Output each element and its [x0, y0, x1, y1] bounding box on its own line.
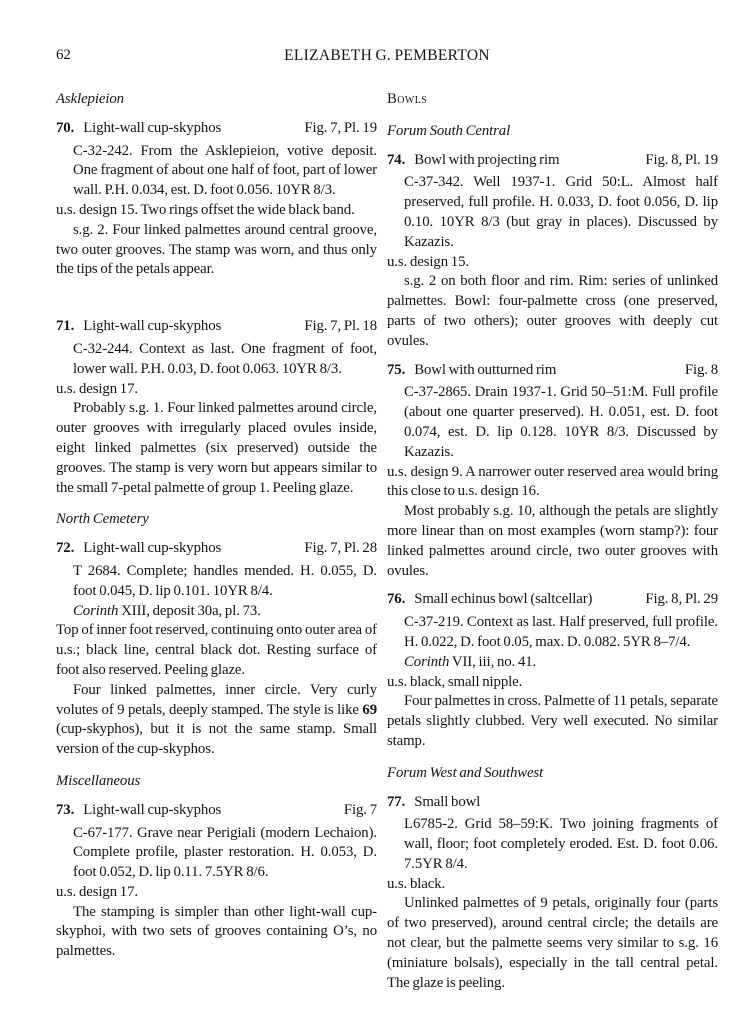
two-column-body	[56, 90, 718, 993]
section-heading-miscellaneous: Miscellaneous	[56, 772, 141, 789]
entry-71-stamp-note: Probably s.g. 1. Four linked palmettes around circle, outer grooves with irregularly placed ovules inside, eight linked palmettes (six preserved) outside the grooves. The stamp is very worn but appears similar to the small 7-petal palmette of group 1. Peeling glaze.	[56, 400, 377, 496]
entry-72-glaze-note: Top of inner foot reserved, continuing onto outer area of u.s.; black line, central black dot. Resting surface of foot also reserved. Peeling glaze.	[56, 622, 377, 678]
entry-72-figure-ref: Fig. 7, Pl. 28	[304, 540, 377, 557]
citation-rest: XIII, deposit 30a, pl. 73.	[118, 602, 261, 619]
section-heading-forum-west-southwest: Forum West and Southwest	[387, 764, 544, 781]
entry-70-stamp-note: s.g. 2. Four linked palmettes around central groove, two outer grooves. The stamp was worn, and thus only the tips of the petals appear.	[56, 221, 377, 278]
entry-73-number: 73.	[56, 801, 75, 818]
entry-74-heading	[387, 151, 718, 171]
entry-76-number: 76.	[387, 591, 406, 608]
entry-76-underside-note: u.s. black, small nipple.	[387, 673, 523, 690]
entry-75-figure-ref: Fig. 8	[684, 361, 718, 378]
entry-75-heading	[387, 361, 718, 381]
entry-75-number: 75.	[387, 361, 406, 378]
entry-74-underside-note: u.s. design 15.	[387, 253, 469, 270]
entry-74-figure-ref: Fig. 8, Pl. 19	[645, 151, 718, 168]
entry-70-description: C-32-242. From the Asklepieion, votive deposit. One fragment of about one half of foot, part of lower wall. P.H. 0.034, est. D. foot 0.056. 10YR 8/3.	[73, 142, 377, 199]
catalog-entry-76	[387, 590, 718, 751]
entry-72-citation	[73, 602, 377, 622]
catalog-entry-71	[56, 317, 377, 498]
entry-72-heading	[56, 539, 377, 559]
entry-76-figure-ref: Fig. 8, Pl. 29	[645, 591, 718, 608]
left-column	[56, 90, 377, 993]
page-number: 62	[56, 47, 71, 63]
entry-77-heading	[387, 793, 718, 813]
entry-76-title: Small echinus bowl (saltcellar)	[414, 591, 593, 608]
entry-74-title: Bowl with projecting rim	[414, 151, 560, 168]
entry-70-number: 70.	[56, 119, 75, 136]
catalog-entry-73	[56, 801, 377, 962]
section-heading-north-cemetery: North Cemetery	[56, 511, 149, 528]
entry-77-title: Small bowl	[414, 793, 481, 810]
entry-73-underside-note: u.s. design 17.	[56, 883, 138, 900]
entry-72-description: T 2684. Complete; handles mended. H. 0.055, D. foot 0.045, D. lip 0.101. 10YR 8/4.	[73, 562, 377, 599]
entry-71-description: C-32-244. Context as last. One fragment of foot, lower wall. P.H. 0.03, D. foot 0.063. 10YR 8/3.	[73, 340, 377, 377]
entry-71-title: Light-wall cup-skyphos	[83, 318, 222, 335]
entry-77-underside-note: u.s. black.	[387, 875, 446, 892]
entry-74-number: 74.	[387, 151, 406, 168]
entry-72-stamp-note	[56, 681, 377, 760]
stamp-note-pre: Four linked palmettes, inner circle. Very curly volutes of 9 petals, deeply stamped. The style is like	[56, 681, 377, 718]
entry-70-figure-ref: Fig. 7, Pl. 19	[304, 119, 377, 136]
corinth-italic: Corinth	[73, 602, 119, 619]
corinth-italic: Corinth	[404, 653, 450, 670]
entry-76-heading	[387, 590, 718, 610]
catalog-entry-74	[387, 151, 718, 352]
entry-73-description: C-67-177. Grave near Perigiali (modern Lechaion). Complete profile, plaster restoration. H. 0.053, D. foot 0.052, D. lip 0.11. 7.5YR 8/6.	[73, 824, 377, 881]
section-heading-forum-south-central: Forum South Central	[387, 122, 511, 139]
page-header	[56, 46, 718, 66]
entry-71-figure-ref: Fig. 7, Pl. 18	[304, 318, 377, 335]
entry-72-number: 72.	[56, 540, 75, 557]
entry-71-underside-note: u.s. design 17.	[56, 380, 138, 397]
entry-76-description: C-37-219. Context as last. Half preserved, full profile. H. 0.022, D. foot 0.05, max. D. 0.082. 5YR 8–7/4.	[404, 614, 718, 650]
catalog-entry-75	[387, 361, 718, 582]
entry-73-heading	[56, 801, 377, 821]
entry-75-underside-note: u.s. design 9. A narrower outer reserved area would bring this close to u.s. design 16.	[387, 463, 718, 500]
entry-70-title: Light-wall cup-skyphos	[83, 119, 222, 136]
entry-74-description: C-37-342. Well 1937-1. Grid 50:L. Almost half preserved, full profile. H. 0.033, D. foot 0.056, D. lip 0.10. 10YR 8/3 (but gray in places). Discussed by Kazazis.	[404, 174, 718, 250]
stamp-note-post: (cup-skyphos), but it is not the same stamp. Small version of the cup-skyphos.	[56, 721, 377, 758]
entry-77-stamp-note: Unlinked palmettes of 9 petals, originally four (parts of two preserved), around central circle; the details are not clear, but the palmette seems very similar to s.g. 16 (miniature bolsals), especially in the tall central petal. The glaze is peeling.	[387, 895, 718, 991]
entry-75-description: C-37-2865. Drain 1937-1. Grid 50–51:M. Full profile (about one quarter preserved). H. 0.051, est. D. foot 0.074, est. D. lip 0.128. 10YR 8/3. Discussed by Kazazis.	[404, 384, 718, 460]
entry-71-number: 71.	[56, 318, 75, 335]
entry-70-heading	[56, 119, 377, 139]
entry-71-heading	[56, 317, 377, 337]
entry-70-underside-note: u.s. design 15. Two rings offset the wide black band.	[56, 201, 355, 218]
entry-73-stamp-note: The stamping is simpler than other light-wall cup-skyphoi, with two sets of grooves containing O’s, no palmettes.	[56, 903, 377, 960]
entry-77-description: L6785-2. Grid 58–59:K. Two joining fragments of wall, floor; foot completely eroded. Est. D. foot 0.06. 7.5YR 8/4.	[404, 816, 718, 872]
entry-73-title: Light-wall cup-skyphos	[83, 801, 222, 818]
catalog-entry-70	[56, 119, 377, 280]
entry-74-stamp-note: s.g. 2 on both floor and rim. Rim: series of unlinked palmettes. Bowl: four-palmette cross (one preserved, parts of two others); outer grooves with deeply cut ovules.	[387, 273, 718, 349]
running-head: ELIZABETH G. PEMBERTON	[284, 47, 490, 64]
entry-75-stamp-note: Most probably s.g. 10, although the petals are slightly more linear than on most examples (worn stamp?): four linked palmettes around circle, two outer grooves with ovules.	[387, 503, 718, 579]
entry-72-title: Light-wall cup-skyphos	[83, 540, 222, 557]
entry-76-stamp-note: Four palmettes in cross. Palmette of 11 petals, separate petals slightly clubbed. Very well executed. No similar stamp.	[387, 693, 718, 749]
entry-77-number: 77.	[387, 793, 406, 810]
catalog-entry-77	[387, 793, 718, 994]
section-heading-asklepieion: Asklepieion	[56, 91, 124, 107]
catalog-entry-72	[56, 539, 377, 760]
entry-75-title: Bowl with outturned rim	[414, 361, 557, 378]
entry-73-figure-ref: Fig. 7	[343, 801, 377, 818]
entry-76-citation	[404, 653, 718, 673]
citation-rest: VII, iii, no. 41.	[449, 653, 537, 670]
right-column	[387, 90, 718, 993]
section-heading-bowls: Bowls	[387, 91, 428, 107]
cross-reference-69: 69	[362, 701, 377, 718]
